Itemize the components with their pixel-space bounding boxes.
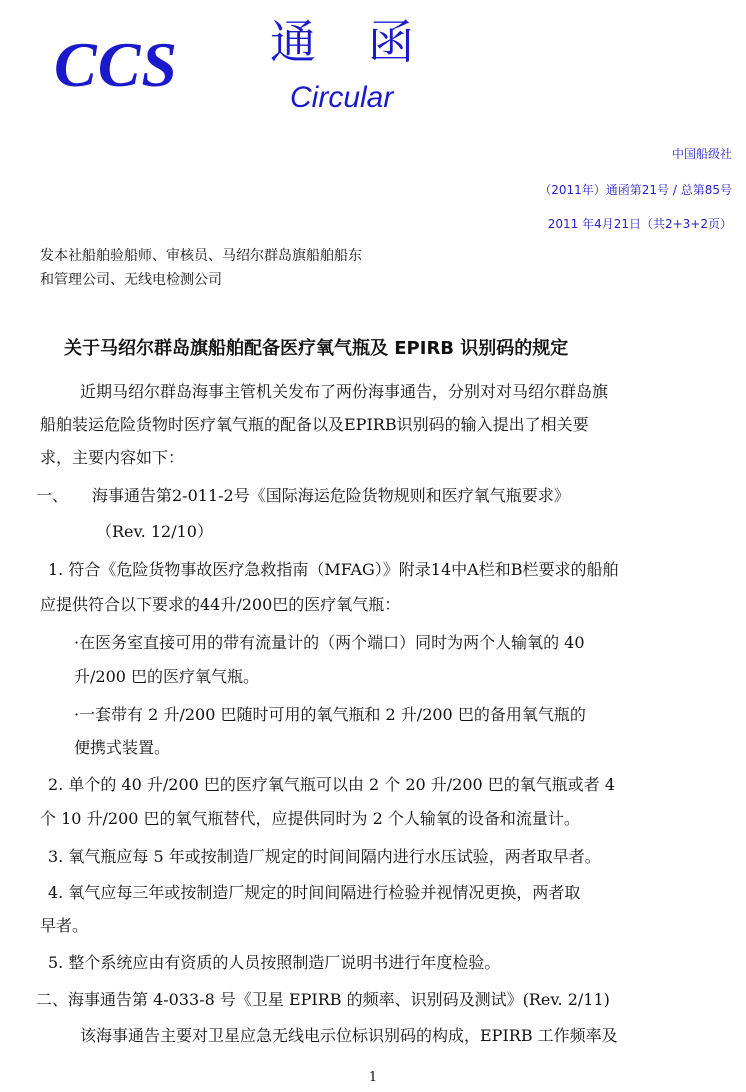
recipients-line: 和管理公司、无线电检测公司 [40,272,222,288]
item-4-line: 4. 氧气应每三年或按制造厂规定的时间间隔进行检验并视情况更换，两者取 [48,883,581,902]
intro-line: 近期马绍尔群岛海事主管机关发布了两份海事通告，分别对对马绍尔群岛旗 [80,382,609,401]
bullet-2-line: ·一套带有 2 升/200 巴随时可用的氧气瓶和 2 升/200 巴的备用氧气瓶的 [74,705,586,724]
section-2-title: 二、海事通告第 4-033-8 号《卫星 EPIRB 的频率、识别码及测试》(Rev. 2/11) [36,990,610,1009]
item-5-line: 5. 整个系统应由有资质的人员按照制造厂说明书进行年度检验。 [48,953,501,972]
page-number: 1 [368,1070,378,1085]
section-1-number: 一、 [36,486,69,505]
bullet-1-line: 升/200 巴的医疗氧气瓶。 [74,667,260,686]
item-1-line: 应提供符合以下要求的44升/200巴的医疗氧气瓶： [40,595,401,614]
circular-english-title: Circular [290,81,394,114]
item-2-line: 个 10 升/200 巴的氧气瓶替代，应提供同时为 2 个人输氧的设备和流量计。 [40,809,580,828]
circular-chinese-title: 通函 [270,15,466,69]
section-1-title: 海事通告第2-011-2号《国际海运危险货物规则和医疗氧气瓶要求》 [92,486,570,505]
bullet-1-line: ·在医务室直接可用的带有流量计的（两个端口）同时为两个人输氧的 40 [74,633,585,652]
issuing-organization: 中国船级社 [671,147,732,161]
recipients-line: 发本社船舶验船师、审核员、马绍尔群岛旗船舶船东 [40,248,362,264]
ccs-logo: CCS [54,29,178,100]
bullet-2-line: 便携式装置。 [74,738,171,757]
section-2-text: 该海事通告主要对卫星应急无线电示位标识别码的构成，EPIRB 工作频率及 [80,1026,618,1045]
item-2-line: 2. 单个的 40 升/200 巴的医疗氧气瓶可以由 2 个 20 升/200 巴的氧气瓶或者 4 [48,775,616,794]
section-1-revision: （Rev. 12/10） [96,522,213,541]
intro-line: 求，主要内容如下： [40,448,185,467]
issue-date: 2011 年4月21日（共2+3+2页） [547,217,732,231]
circular-number: （2011年）通函第21号 / 总第85号 [539,183,732,197]
recipients [40,244,362,292]
item-1-line: 1. 符合《危险货物事故医疗急救指南（MFAG）》附录14中A栏和B栏要求的船舶 [48,560,619,579]
item-4-line: 早者。 [40,916,89,935]
item-3-line: 3. 氧气瓶应每 5 年或按制造厂规定的时间间隔内进行水压试验，两者取早者。 [48,847,601,866]
document-title: 关于马绍尔群岛旗船舶配备医疗氧气瓶及 EPIRB 识别码的规定 [64,338,569,359]
intro-line: 船舶装运危险货物时医疗氧气瓶的配备以及EPIRB识别码的输入提出了相关要 [40,415,589,434]
